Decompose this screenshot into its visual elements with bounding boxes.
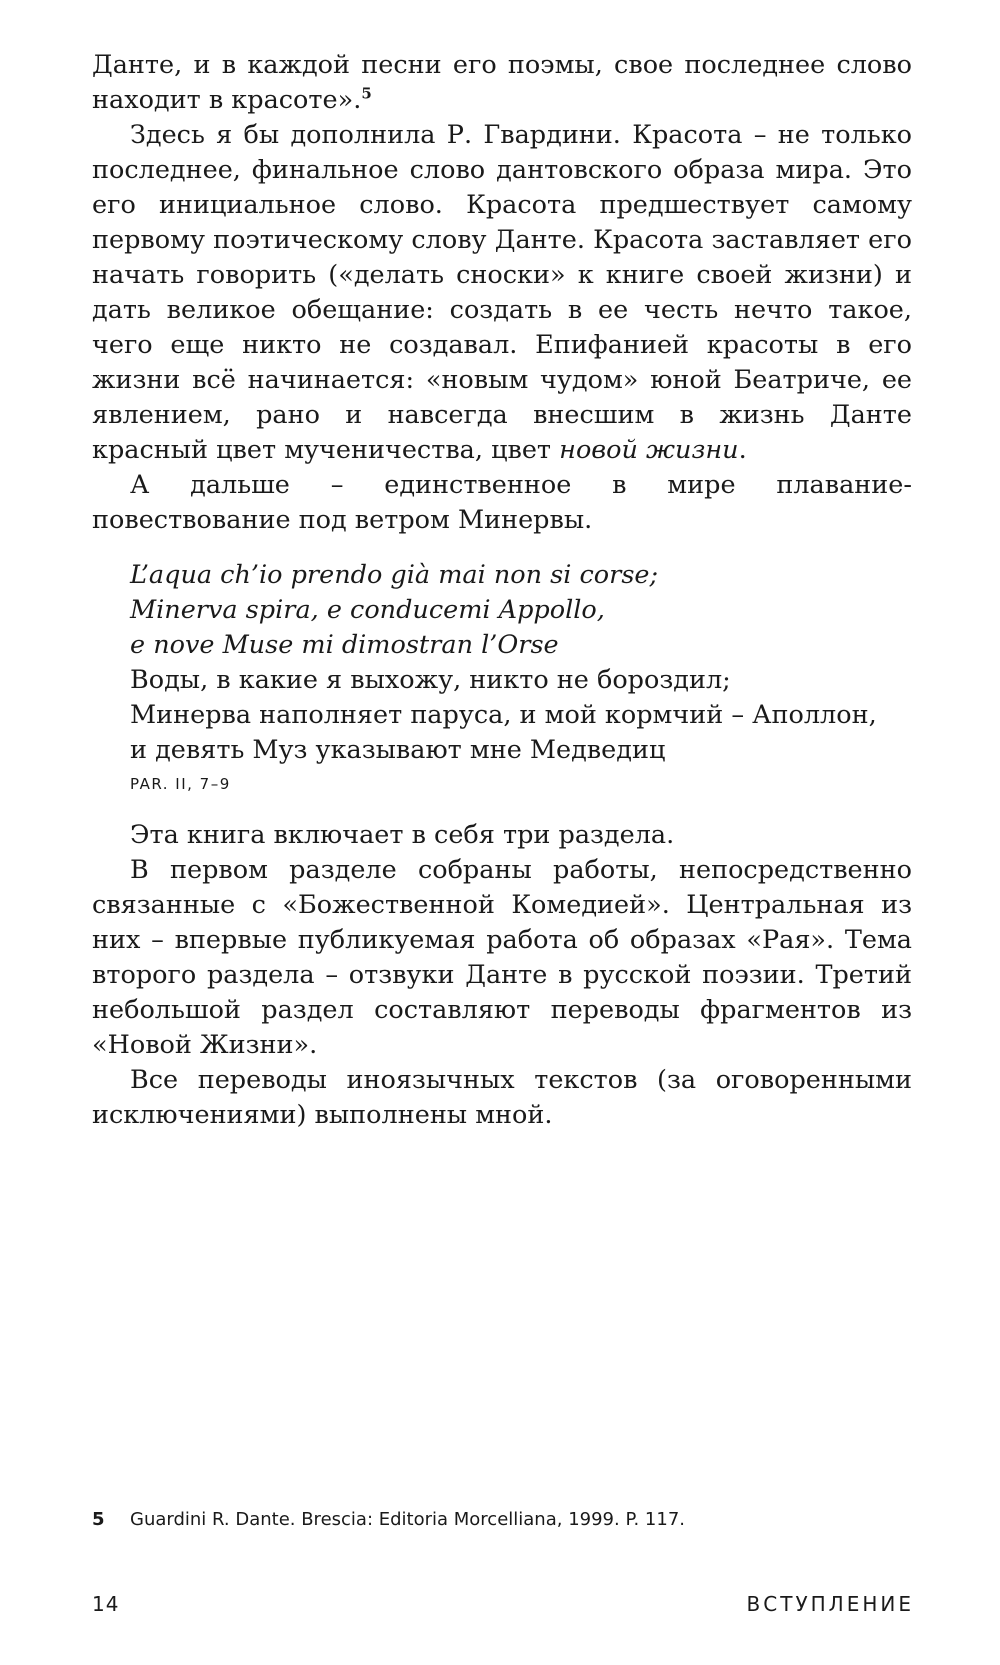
verse-italian-line: L’aqua ch’io prendo già mai non si corse; [130, 560, 659, 590]
verse-italian-line: Minerva spira, e conducemi Appollo, [130, 595, 605, 625]
body-text [92, 48, 912, 1133]
verse-italian-line: e nove Muse mi dimostran l’Orse [130, 630, 559, 660]
footnote-text: Guardini R. Dante. Brescia: Editoria Morcelliana, 1999. P. 117. [130, 1509, 686, 1530]
footnote [92, 1507, 912, 1533]
paragraph-2-text: Здесь я бы дополнила Р. Гвардини. Красота – не только последнее, финальное слово дантовского образа мира. Это его инициальное слово. Красота предшествует самому первому поэтическому слову Данте. Красота заставляет его начать говорить («делать сноски» к книге своей жизни) и дать великое обещание: создать в ее честь нечто такое, чего еще никто не создавал. Епифанией красоты в его жизни всё начинается: «новым чудом» юной Беатриче, ее явлением, рано и навсегда внесшим в жизнь Данте красный цвет мученичества, цвет [92, 120, 912, 465]
verse-russian-line: и девять Муз указывают мне Медведиц [130, 735, 666, 765]
paragraph-1-text: Данте, и в каждой песни его поэмы, свое последнее слово находит в красоте». [92, 50, 912, 115]
page-number: 14 [92, 1592, 120, 1616]
verse-quote [130, 558, 912, 796]
running-head: ВСТУПЛЕНИЕ [746, 1592, 914, 1616]
paragraph-4: Эта книга включает в себя три раздела. [130, 820, 675, 850]
paragraph-2 [92, 118, 912, 468]
paragraph-2-italic: новой жизни [559, 435, 739, 465]
verse-reference: PAR. II, 7–9 [130, 775, 231, 793]
paragraph-3: А дальше – единственное в мире плавание-повествование под ветром Минервы. [92, 470, 912, 535]
verse-russian-line: Минерва наполняет паруса, и мой кормчий – Аполлон, [130, 700, 877, 730]
paragraph-1 [92, 48, 912, 118]
footnote-ref: 5 [361, 84, 372, 103]
paragraph-5: В первом разделе собраны работы, непосредственно связанные с «Божественной Комедией». Центральная из них – впервые публикуемая работа об образах «Рая». Тема второго раздела – отзвуки Данте в русской поэзии. Третий небольшой раздел составляют переводы фрагментов из «Новой Жизни». [92, 855, 912, 1060]
footnote-number: 5 [92, 1509, 105, 1530]
paragraph-6: Все переводы иноязычных текстов (за оговоренными исключениями) выполнены мной. [92, 1065, 912, 1130]
verse-russian-line: Воды, в какие я выхожу, никто не бороздил; [130, 665, 731, 695]
paragraph-2-end: . [738, 435, 747, 465]
